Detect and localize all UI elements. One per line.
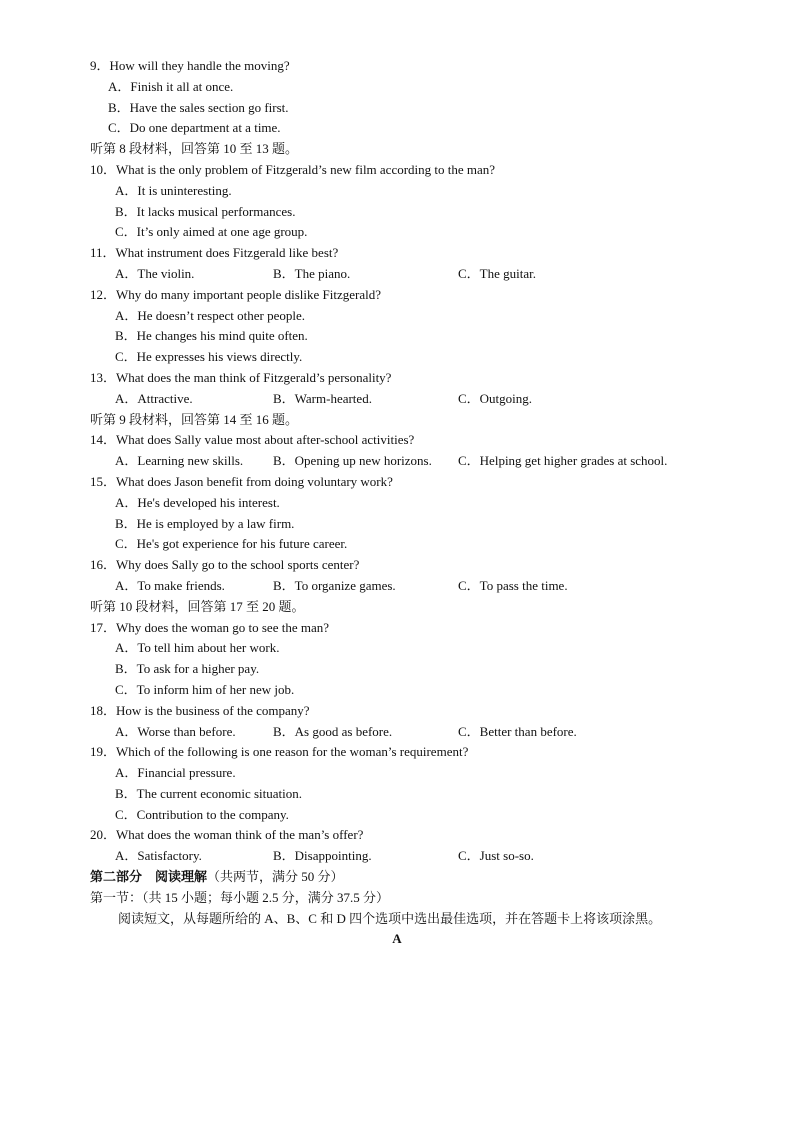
q13-option-a: A．Attractive. (115, 390, 193, 406)
q19-option-c: C．Contribution to the company. (115, 806, 289, 822)
section-heading-10: 听第 10 段材料，回答第 17 至 20 题。 (90, 598, 305, 614)
q11-option-a: A．The violin. (115, 265, 195, 281)
part2-title: 第二部分 阅读理解 (90, 869, 208, 885)
q17-option-c: C．To inform him of her new job. (115, 681, 295, 697)
part2-instruction: 阅读短文，从每题所给的 A、B、C 和 D 四个选项中选出最佳选项，并在答题卡上将该项涂黑。 (118, 910, 662, 926)
question-11: 11．What instrument does Fitzgerald like best? (90, 245, 339, 261)
q16-option-b: B．To organize games. (273, 577, 396, 593)
q9-option-c: C．Do one department at a time. (108, 120, 281, 136)
q12-option-a: A．He doesn’t respect other people. (115, 307, 306, 323)
q17-option-b: B．To ask for a higher pay. (115, 661, 260, 677)
question-17: 17．Why does the woman go to see the man? (90, 619, 329, 635)
q20-option-b: B．Disappointing. (273, 848, 372, 864)
q16-options-row (0, 576, 794, 597)
question-15: 15．What does Jason benefit from doing voluntary work? (90, 473, 393, 489)
q12-option-b: B．He changes his mind quite often. (115, 328, 308, 344)
q16-option-c: C．To pass the time. (458, 577, 568, 593)
q16-option-a: A．To make friends. (115, 577, 225, 593)
q9-option-a: A．Finish it all at once. (108, 78, 234, 94)
q19-option-a: A．Financial pressure. (115, 765, 236, 781)
q14-options-row (0, 451, 794, 472)
q13-options-row (0, 389, 794, 410)
exam-page (0, 56, 794, 950)
question-16: 16．Why does Sally go to the school sports center? (90, 557, 360, 573)
q14-option-c: C．Helping get higher grades at school. (458, 453, 668, 469)
q18-option-b: B．As good as before. (273, 723, 393, 739)
q18-option-a: A．Worse than before. (115, 723, 236, 739)
q20-option-c: C．Just so-so. (458, 848, 534, 864)
q15-option-a: A．He's developed his interest. (115, 494, 280, 510)
q13-option-b: B．Warm-hearted. (273, 390, 372, 406)
q15-option-c: C．He's got experience for his future career. (115, 536, 348, 552)
q18-option-c: C．Better than before. (458, 723, 577, 739)
question-9: 9．How will they handle the moving? (90, 58, 290, 73)
q11-option-b: B．The piano. (273, 265, 351, 281)
q11-options-row (0, 264, 794, 285)
section-heading-9: 听第 9 段材料，回答第 14 至 16 题。 (90, 411, 299, 427)
q10-option-c: C．It’s only aimed at one age group. (115, 224, 308, 240)
section-heading-8: 听第 8 段材料，回答第 10 至 13 题。 (90, 141, 299, 157)
question-14: 14．What does Sally value most about after-school activities? (90, 432, 415, 448)
q14-option-a: A．Learning new skills. (115, 453, 244, 469)
q9-option-b: B．Have the sales section go first. (108, 99, 289, 115)
q19-option-b: B．The current economic situation. (115, 785, 303, 801)
q13-option-c: C．Outgoing. (458, 390, 533, 406)
passage-label: A (392, 931, 402, 947)
question-18: 18．How is the business of the company? (90, 702, 310, 718)
part2-section1-heading: 第一节：（共 15 小题；每小题 2.5 分，满分 37.5 分） (90, 889, 390, 905)
question-12: 12．Why do many important people dislike Fitzgerald? (90, 286, 381, 302)
q20-options-row (0, 846, 794, 867)
q15-option-b: B．He is employed by a law firm. (115, 515, 295, 531)
q10-option-a: A．It is uninteresting. (115, 182, 232, 198)
q11-option-c: C．The guitar. (458, 265, 536, 281)
q10-option-b: B．It lacks musical performances. (115, 203, 296, 219)
q17-option-a: A．To tell him about her work. (115, 640, 280, 656)
question-13: 13．What does the man think of Fitzgerald’s personality? (90, 369, 392, 385)
q12-option-c: C．He expresses his views directly. (115, 349, 303, 365)
q14-option-b: B．Opening up new horizons. (273, 453, 432, 469)
part2-title-note: （共两节，满分 50 分） (207, 869, 344, 885)
question-20: 20．What does the woman think of the man’s offer? (90, 827, 364, 843)
q18-options-row (0, 722, 794, 743)
q20-option-a: A．Satisfactory. (115, 848, 202, 864)
question-10: 10．What is the only problem of Fitzgerald’s new film according to the man? (90, 161, 496, 177)
part2-heading (0, 867, 794, 888)
question-19: 19．Which of the following is one reason for the woman’s requirement? (90, 744, 469, 760)
